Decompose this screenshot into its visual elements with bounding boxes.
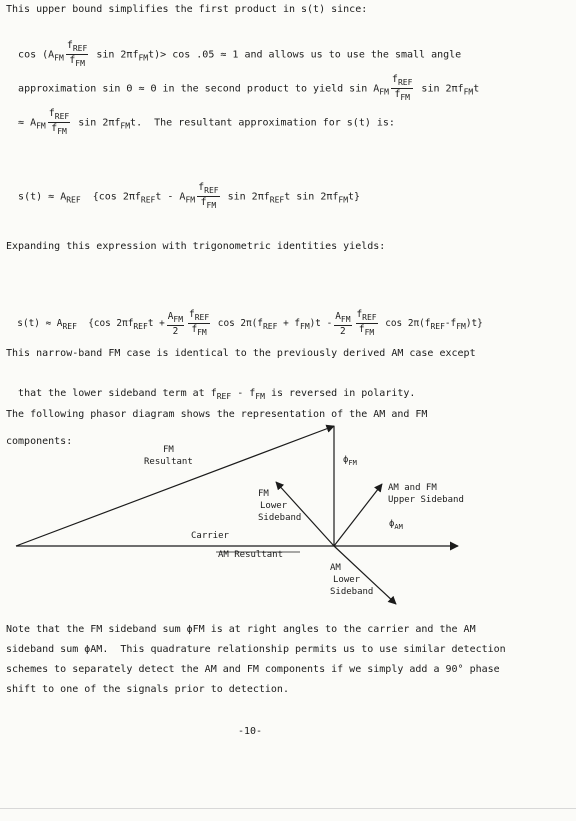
- bottom-rule: [0, 808, 576, 809]
- phi-fm-label: $\phi_{FM}$: [343, 455, 357, 467]
- f: f: [48, 108, 55, 119]
- A: A: [335, 310, 341, 322]
- subscript: REF: [194, 313, 210, 322]
- text: that the lower sideband term at f: [18, 388, 217, 399]
- subscript: FM: [36, 121, 46, 131]
- equation-2: [6, 297, 483, 338]
- f: f: [51, 123, 58, 134]
- text: t)> cos .05 ≈ 1 and allows us to use the small angle: [148, 49, 462, 61]
- upper-sideband-label-1: AM and FM: [388, 483, 437, 493]
- subscript: REF: [54, 112, 70, 121]
- subscript: FM: [364, 328, 375, 337]
- text: )t -: [309, 318, 333, 329]
- subscript: REF: [133, 322, 148, 331]
- subscript: REF: [397, 78, 413, 87]
- phasor-diagram: [0, 418, 576, 618]
- paragraph-line: The following phasor diagram shows the representation of the AM and FM: [6, 409, 428, 420]
- fm-lower-label-3: Sideband: [258, 513, 302, 523]
- paragraph-line: Note that the FM sideband sum ϕFM is at right angles to the carrier and the AM: [6, 624, 476, 635]
- text: cos 2π(f: [379, 318, 431, 329]
- subscript: REF: [66, 195, 81, 205]
- fraction: [334, 311, 351, 337]
- subscript: FM: [173, 314, 184, 324]
- equation-1: [6, 170, 360, 211]
- subscript: REF: [216, 392, 232, 401]
- subscript: FM: [340, 314, 351, 324]
- text: is reversed in polarity.: [264, 388, 416, 399]
- text: sin 2πf: [221, 191, 270, 203]
- text: t - A: [155, 191, 186, 203]
- subscript: FM: [138, 53, 149, 63]
- text: approximation sin Θ ≈ Θ in the second product to yield sin A: [18, 83, 380, 95]
- text: + f: [277, 318, 300, 329]
- text: t +: [147, 318, 165, 329]
- text: cos 2π(f: [212, 318, 263, 329]
- text: -f: [444, 318, 457, 329]
- fraction: [167, 311, 184, 337]
- upper-sideband-label-2: Upper Sideband: [388, 495, 464, 505]
- fm-lower-label-2: Lower: [260, 501, 288, 511]
- subscript: FM: [75, 59, 85, 68]
- subscript: REF: [262, 322, 278, 331]
- fraction: [356, 309, 378, 338]
- subscript: FM: [206, 201, 217, 210]
- subscript: FM: [463, 87, 474, 97]
- A: A: [167, 310, 174, 322]
- paragraph-line: Expanding this expression with trigonometric identities yields:: [6, 241, 386, 252]
- fraction: [48, 108, 70, 137]
- am-lower-label-2: Lower: [333, 575, 361, 585]
- subscript: FM: [120, 121, 131, 131]
- subscript: REF: [269, 195, 285, 205]
- carrier-label: Carrier: [191, 531, 229, 541]
- equation-line: [6, 96, 395, 137]
- text: s(t) ≈ A: [18, 191, 67, 203]
- subscript: FM: [379, 87, 389, 97]
- f: f: [69, 55, 76, 66]
- subscript: REF: [72, 44, 88, 53]
- f: f: [391, 74, 398, 85]
- subscript: REF: [430, 322, 445, 331]
- text: cos (A: [18, 49, 55, 61]
- text: sin 2πf: [90, 49, 139, 61]
- text: {cos 2πf: [80, 191, 141, 203]
- fm-lower-label-1: FM: [258, 489, 269, 499]
- two: 2: [172, 325, 179, 337]
- f: f: [189, 309, 195, 320]
- text: sin 2πf: [72, 117, 121, 129]
- text: {cos 2πf: [76, 318, 134, 329]
- two: 2: [340, 325, 346, 337]
- am-resultant-label: AM Resultant: [218, 550, 284, 560]
- subscript: REF: [362, 313, 377, 322]
- subscript: FM: [185, 195, 196, 205]
- upper-sideband-vector: [334, 484, 382, 546]
- subscript: FM: [197, 328, 207, 337]
- subscript: FM: [456, 322, 466, 331]
- fraction: [188, 309, 210, 338]
- fm-resultant-label-1: FM: [163, 445, 174, 455]
- text: t: [473, 83, 480, 95]
- subscript: REF: [62, 322, 77, 331]
- f: f: [358, 324, 365, 335]
- paragraph-line: This upper bound simplifies the first product in s(t) since:: [6, 4, 368, 15]
- fraction: [197, 182, 219, 211]
- subscript: REF: [204, 186, 219, 195]
- f: f: [66, 40, 73, 51]
- text: )t}: [465, 318, 483, 329]
- subscript: FM: [400, 93, 410, 102]
- f: f: [198, 182, 205, 193]
- am-lower-label-3: Sideband: [330, 587, 374, 597]
- text: t. The resultant approximation for s(t) is:: [130, 117, 395, 129]
- subscript: FM: [338, 195, 349, 205]
- text: t}: [348, 191, 361, 203]
- f: f: [191, 324, 198, 335]
- text: t sin 2πf: [284, 191, 339, 203]
- fm-resultant-vector: [16, 426, 334, 546]
- phi-am-label: $\phi_{AM}$: [389, 519, 403, 531]
- subscript: FM: [54, 53, 64, 63]
- text: - f: [231, 388, 256, 399]
- paragraph-line: components:: [6, 436, 73, 447]
- paragraph-line: sideband sum ϕAM. This quadrature relationship permits us to use similar detection: [6, 644, 506, 655]
- f: f: [200, 197, 207, 208]
- f: f: [394, 89, 401, 100]
- subscript: FM: [57, 127, 67, 136]
- paragraph-line: schemes to separately detect the AM and FM components if we simply add a 90° phase: [6, 664, 500, 675]
- paragraph-line: [6, 376, 415, 403]
- paragraph-line: This narrow-band FM case is identical to the previously derived AM case except: [6, 348, 476, 359]
- text: sin 2πf: [415, 83, 464, 95]
- am-lower-label-1: AM: [330, 563, 341, 573]
- text: s(t) ≈ A: [17, 318, 63, 329]
- page-number: -10-: [238, 726, 263, 737]
- f: f: [356, 309, 363, 320]
- paragraph-line: shift to one of the signals prior to detection.: [6, 684, 289, 695]
- subscript: FM: [255, 392, 265, 401]
- text: ≈ A: [18, 117, 37, 129]
- fm-resultant-label-2: Resultant: [144, 457, 193, 467]
- subscript: FM: [300, 322, 310, 331]
- subscript: REF: [140, 195, 156, 205]
